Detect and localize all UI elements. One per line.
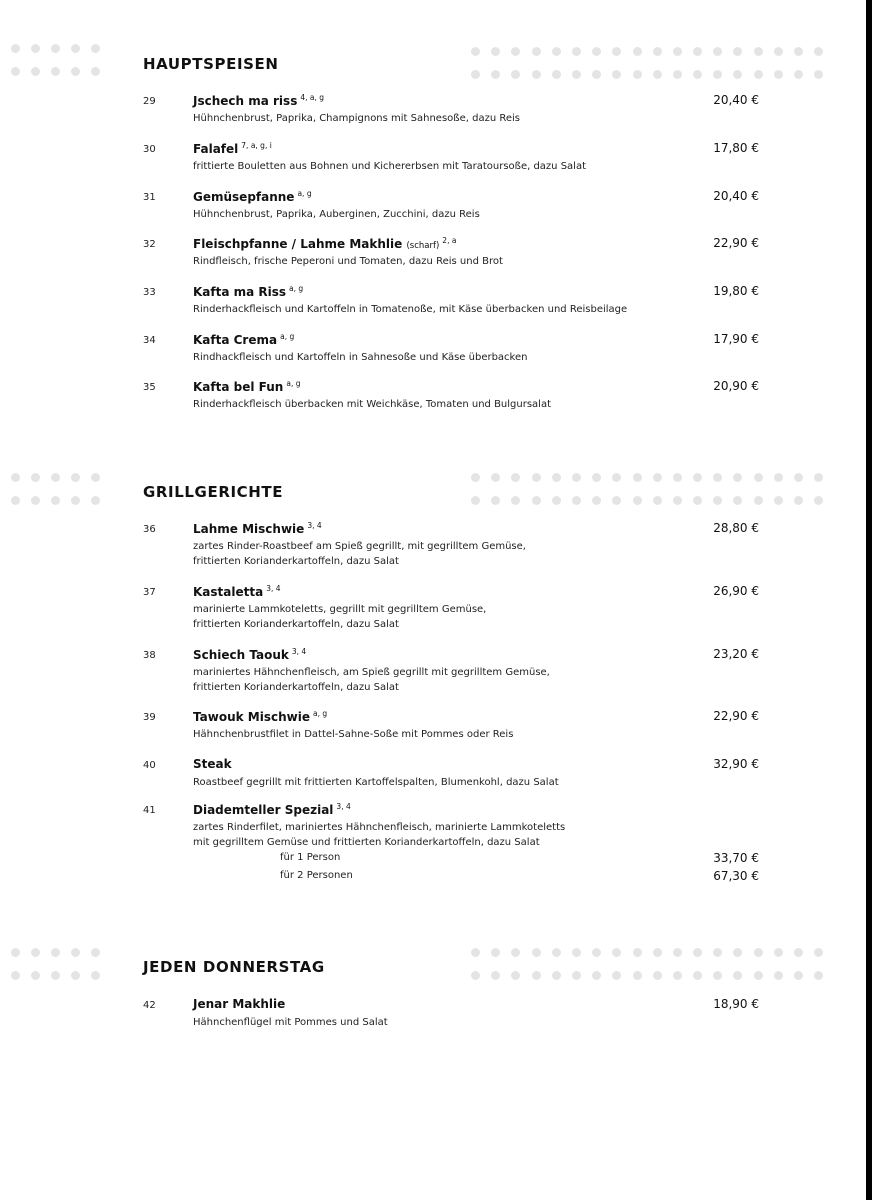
dot-pattern-right	[471, 948, 824, 981]
decorative-dot	[552, 473, 561, 482]
item-name: Kafta Crema $^{a, g}$	[193, 332, 295, 347]
decorative-dot	[511, 47, 520, 56]
decorative-dot	[733, 971, 742, 980]
decorative-dot	[733, 70, 742, 79]
decorative-dot	[51, 948, 60, 957]
decorative-dot	[693, 473, 702, 482]
item-description: Rinderhackfleisch und Kartoffeln in Tomatenoße, mit Käse überbacken und Reisbeilage	[193, 304, 628, 315]
decorative-dot	[633, 496, 642, 505]
decorative-dot	[91, 473, 100, 482]
decorative-dot	[774, 70, 783, 79]
item-number: 39	[143, 712, 156, 723]
item-name: Steak	[193, 757, 232, 771]
allergen-codes: 2, a	[442, 236, 457, 245]
item-description: Hähnchenflügel mit Pommes und Salat	[193, 1017, 388, 1028]
decorative-dot	[572, 47, 581, 56]
dot-pattern-left	[11, 473, 101, 506]
decorative-dot	[713, 473, 722, 482]
decorative-dot	[31, 44, 40, 53]
item-description: marinierte Lammkoteletts, gegrillt mit gegrilltem Gemüse, frittierten Korianderkartoffeln, dazu Salat	[193, 604, 487, 630]
item-name: Kastaletta $^{3, 4}$	[193, 584, 281, 599]
dot-pattern-right	[471, 47, 824, 80]
decorative-dot	[511, 496, 520, 505]
decorative-dot	[51, 496, 60, 505]
section-title-hauptspeisen: HAUPTSPEISEN	[143, 55, 279, 73]
decorative-dot	[71, 971, 80, 980]
decorative-dot	[612, 473, 621, 482]
decorative-dot	[511, 473, 520, 482]
item-description: Hühnchenbrust, Paprika, Champignons mit Sahnesoße, dazu Reis	[193, 113, 520, 124]
decorative-dot	[31, 67, 40, 76]
decorative-dot	[814, 473, 823, 482]
decorative-dot	[532, 948, 541, 957]
item-description: frittierte Bouletten aus Bohnen und Kichererbsen mit Taratoursoße, dazu Salat	[193, 161, 586, 172]
decorative-dot	[653, 971, 662, 980]
decorative-dot	[491, 496, 500, 505]
decorative-dot	[532, 971, 541, 980]
item-description: Hähnchenbrustfilet in Dattel-Sahne-Soße mit Pommes oder Reis	[193, 729, 514, 740]
item-number: 29	[143, 96, 156, 107]
decorative-dot	[572, 70, 581, 79]
decorative-dot	[733, 473, 742, 482]
decorative-dot	[91, 44, 100, 53]
section-title-grillgerichte: GRILLGERICHTE	[143, 483, 284, 501]
item-name: Jschech ma riss $^{4, a, g}$	[193, 93, 325, 108]
decorative-dot	[794, 971, 803, 980]
variant-label: für 1 Person	[280, 852, 341, 863]
dot-pattern-left	[11, 948, 101, 981]
item-name: Jenar Makhlie	[193, 997, 286, 1011]
item-price: 22,90 €	[713, 236, 759, 250]
item-description: zartes Rinderfilet, mariniertes Hähnchenfleisch, marinierte Lammkoteletts mit gegrilltem Gemüse und frittierten Korianderkartoffeln, dazu Salat	[193, 822, 566, 848]
decorative-dot	[471, 948, 480, 957]
decorative-dot	[733, 47, 742, 56]
decorative-dot	[612, 70, 621, 79]
decorative-dot	[11, 971, 20, 980]
item-number: 30	[143, 144, 156, 155]
item-number: 32	[143, 239, 156, 250]
decorative-dot	[11, 496, 20, 505]
decorative-dot	[673, 70, 682, 79]
item-price: 32,90 €	[713, 757, 759, 771]
decorative-dot	[673, 948, 682, 957]
decorative-dot	[471, 473, 480, 482]
decorative-dot	[673, 496, 682, 505]
allergen-codes: 4, a, g	[300, 93, 325, 102]
item-name: Gemüsepfanne $^{a, g}$	[193, 189, 312, 204]
decorative-dot	[774, 496, 783, 505]
decorative-dot	[71, 473, 80, 482]
decorative-dot	[612, 971, 621, 980]
item-number: 31	[143, 192, 156, 203]
decorative-dot	[491, 47, 500, 56]
decorative-dot	[532, 47, 541, 56]
decorative-dot	[653, 496, 662, 505]
item-note: (scharf)	[406, 241, 440, 251]
item-number: 36	[143, 524, 156, 535]
item-price: 20,40 €	[713, 93, 759, 107]
decorative-dot	[733, 948, 742, 957]
decorative-dot	[471, 47, 480, 56]
decorative-dot	[91, 971, 100, 980]
item-name: Diademteller Spezial $^{3, 4}$	[193, 802, 351, 817]
allergen-codes: 3, 4	[307, 521, 322, 530]
decorative-dot	[612, 948, 621, 957]
decorative-dot	[733, 496, 742, 505]
item-number: 40	[143, 760, 156, 771]
decorative-dot	[814, 47, 823, 56]
decorative-dot	[653, 47, 662, 56]
decorative-dot	[713, 948, 722, 957]
item-price: 23,20 €	[713, 647, 759, 661]
allergen-codes: a, g	[280, 332, 295, 341]
item-description: Roastbeef gegrillt mit frittierten Kartoffelspalten, Blumenkohl, dazu Salat	[193, 777, 559, 788]
decorative-dot	[11, 67, 20, 76]
decorative-dot	[592, 971, 601, 980]
decorative-dot	[552, 948, 561, 957]
item-price: 26,90 €	[713, 584, 759, 598]
decorative-dot	[532, 70, 541, 79]
item-description: mariniertes Hähnchenfleisch, am Spieß gegrillt mit gegrilltem Gemüse, frittierten Korianderkartoffeln, dazu Salat	[193, 667, 550, 693]
decorative-dot	[794, 70, 803, 79]
item-description: Hühnchenbrust, Paprika, Auberginen, Zucchini, dazu Reis	[193, 209, 480, 220]
decorative-dot	[713, 971, 722, 980]
decorative-dot	[794, 496, 803, 505]
decorative-dot	[552, 971, 561, 980]
item-name: Lahme Mischwie $^{3, 4}$	[193, 521, 322, 536]
decorative-dot	[552, 496, 561, 505]
allergen-codes: 3, 4	[336, 802, 351, 811]
item-price: 18,90 €	[713, 997, 759, 1011]
allergen-codes: 3, 4	[291, 647, 307, 656]
decorative-dot	[754, 971, 763, 980]
decorative-dot	[491, 70, 500, 79]
decorative-dot	[71, 948, 80, 957]
item-number: 42	[143, 1000, 156, 1011]
decorative-dot	[653, 948, 662, 957]
item-price: 28,80 €	[713, 521, 759, 535]
decorative-dot	[754, 70, 763, 79]
decorative-dot	[71, 496, 80, 505]
decorative-dot	[592, 47, 601, 56]
variant-price: 67,30 €	[713, 869, 759, 883]
allergen-codes: a, g	[286, 379, 301, 388]
item-number: 34	[143, 335, 156, 346]
decorative-dot	[774, 473, 783, 482]
item-description: Rindfleisch, frische Peperoni und Tomaten, dazu Reis und Brot	[193, 256, 503, 267]
decorative-dot	[774, 971, 783, 980]
decorative-dot	[491, 473, 500, 482]
section-title-jeden-donnerstag: JEDEN DONNERSTAG	[143, 958, 325, 976]
decorative-dot	[713, 496, 722, 505]
allergen-codes: a, g	[312, 709, 328, 718]
decorative-dot	[491, 971, 500, 980]
item-name: Fleischpfanne / Lahme Makhlie (scharf)$^{2, a}$	[193, 236, 457, 251]
decorative-dot	[693, 948, 702, 957]
decorative-dot	[592, 496, 601, 505]
decorative-dot	[653, 473, 662, 482]
decorative-dot	[693, 47, 702, 56]
decorative-dot	[11, 44, 20, 53]
decorative-dot	[51, 44, 60, 53]
item-number: 41	[143, 805, 156, 816]
decorative-dot	[31, 473, 40, 482]
variant-price: 33,70 €	[713, 851, 759, 865]
decorative-dot	[592, 473, 601, 482]
decorative-dot	[794, 948, 803, 957]
decorative-dot	[693, 971, 702, 980]
item-number: 33	[143, 287, 156, 298]
decorative-dot	[693, 70, 702, 79]
decorative-dot	[572, 948, 581, 957]
decorative-dot	[592, 70, 601, 79]
allergen-codes: a, g	[289, 284, 304, 293]
decorative-dot	[31, 971, 40, 980]
decorative-dot	[532, 496, 541, 505]
decorative-dot	[71, 44, 80, 53]
decorative-dot	[471, 496, 480, 505]
dot-pattern-left	[11, 44, 101, 77]
item-price: 17,80 €	[713, 141, 759, 155]
item-price: 17,90 €	[713, 332, 759, 346]
decorative-dot	[572, 496, 581, 505]
item-price: 20,90 €	[713, 379, 759, 393]
decorative-dot	[673, 971, 682, 980]
decorative-dot	[511, 971, 520, 980]
item-description: zartes Rinder-Roastbeef am Spieß gegrillt, mit gegrilltem Gemüse, frittierten Korianderkartoffeln, dazu Salat	[193, 541, 526, 567]
decorative-dot	[11, 473, 20, 482]
decorative-dot	[511, 948, 520, 957]
item-price: 20,40 €	[713, 189, 759, 203]
decorative-dot	[673, 473, 682, 482]
decorative-dot	[653, 70, 662, 79]
decorative-dot	[471, 971, 480, 980]
decorative-dot	[51, 67, 60, 76]
decorative-dot	[592, 948, 601, 957]
decorative-dot	[51, 971, 60, 980]
item-number: 38	[143, 650, 156, 661]
decorative-dot	[91, 496, 100, 505]
decorative-dot	[794, 47, 803, 56]
decorative-dot	[572, 971, 581, 980]
decorative-dot	[814, 70, 823, 79]
decorative-dot	[552, 47, 561, 56]
decorative-dot	[71, 67, 80, 76]
decorative-dot	[633, 473, 642, 482]
decorative-dot	[91, 948, 100, 957]
decorative-dot	[754, 473, 763, 482]
decorative-dot	[774, 948, 783, 957]
decorative-dot	[713, 47, 722, 56]
decorative-dot	[754, 47, 763, 56]
decorative-dot	[572, 473, 581, 482]
item-name: Kafta bel Fun $^{a, g}$	[193, 379, 301, 394]
item-name: Kafta ma Riss $^{a, g}$	[193, 284, 304, 299]
decorative-dot	[814, 971, 823, 980]
allergen-codes: 3, 4	[266, 584, 281, 593]
item-number: 37	[143, 587, 156, 598]
decorative-dot	[471, 70, 480, 79]
decorative-dot	[633, 70, 642, 79]
item-number: 35	[143, 382, 156, 393]
decorative-dot	[11, 948, 20, 957]
decorative-dot	[532, 473, 541, 482]
decorative-dot	[794, 473, 803, 482]
decorative-dot	[754, 948, 763, 957]
decorative-dot	[693, 496, 702, 505]
decorative-dot	[51, 473, 60, 482]
allergen-codes: 7, a, g, i	[241, 141, 272, 150]
decorative-dot	[612, 47, 621, 56]
decorative-dot	[814, 948, 823, 957]
item-name: Schiech Taouk $^{3, 4}$	[193, 647, 307, 662]
item-description: Rinderhackfleisch überbacken mit Weichkäse, Tomaten und Bulgursalat	[193, 399, 552, 410]
allergen-codes: a, g	[297, 189, 312, 198]
decorative-dot	[673, 47, 682, 56]
item-name: Falafel $^{7, a, g, i}$	[193, 141, 272, 156]
decorative-dot	[633, 948, 642, 957]
item-price: 22,90 €	[713, 709, 759, 723]
decorative-dot	[31, 948, 40, 957]
decorative-dot	[91, 67, 100, 76]
decorative-dot	[754, 496, 763, 505]
decorative-dot	[511, 70, 520, 79]
decorative-dot	[814, 496, 823, 505]
dot-pattern-right	[471, 473, 824, 506]
decorative-dot	[713, 70, 722, 79]
decorative-dot	[552, 70, 561, 79]
decorative-dot	[612, 496, 621, 505]
item-name: Tawouk Mischwie $^{a, g}$	[193, 709, 328, 724]
decorative-dot	[633, 47, 642, 56]
variant-label: für 2 Personen	[280, 870, 353, 881]
decorative-dot	[31, 496, 40, 505]
item-description: Rindhackfleisch und Kartoffeln in Sahnesoße und Käse überbacken	[193, 352, 528, 363]
decorative-dot	[633, 971, 642, 980]
decorative-dot	[491, 948, 500, 957]
item-price: 19,80 €	[713, 284, 759, 298]
decorative-dot	[774, 47, 783, 56]
